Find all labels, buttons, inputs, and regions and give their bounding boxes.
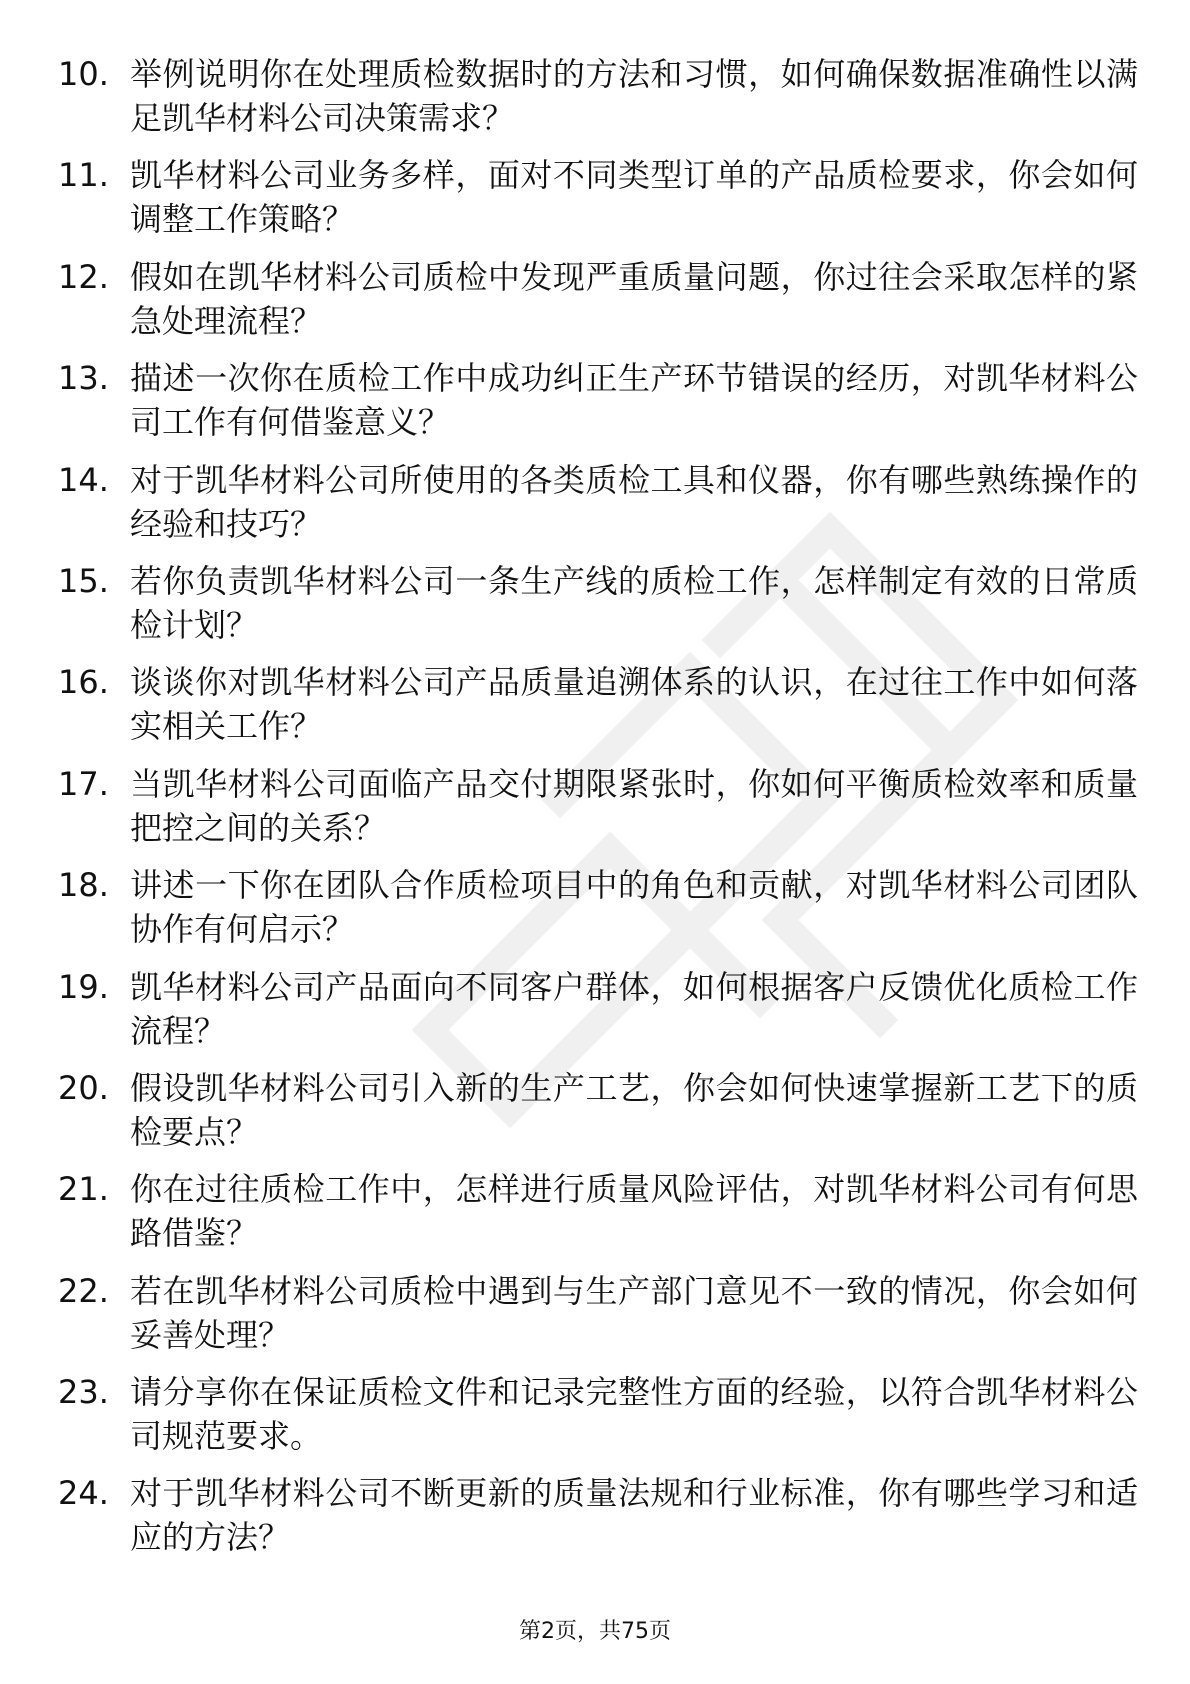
page-number-label: 第2页，共75页 [519, 1619, 671, 1644]
question-number: 21. [58, 1170, 109, 1209]
question-number: 18. [58, 866, 109, 905]
question-item [0, 965, 1190, 1066]
question-text: 讲述一下你在团队合作质检项目中的角色和贡献，对凯华材料公司团队协作有何启示？ [130, 866, 1138, 949]
question-number: 23. [58, 1373, 109, 1412]
question-item [0, 1471, 1190, 1572]
question-text: 你在过往质检工作中，怎样进行质量风险评估，对凯华材料公司有何思路借鉴？ [130, 1170, 1138, 1253]
question-item [0, 1269, 1190, 1370]
question-text: 当凯华材料公司面临产品交付期限紧张时，你如何平衡质检效率和质量把控之间的关系？ [130, 764, 1138, 847]
question-item [0, 660, 1190, 761]
question-number: 17. [58, 764, 109, 803]
question-text: 对于凯华材料公司不断更新的质量法规和行业标准，你有哪些学习和适应的方法？ [130, 1474, 1138, 1557]
question-text: 谈谈你对凯华材料公司产品质量追溯体系的认识，在过往工作中如何落实相关工作？ [130, 663, 1138, 746]
question-text: 假如在凯华材料公司质检中发现严重质量问题，你过往会采取怎样的紧急处理流程？ [130, 257, 1138, 340]
question-item [0, 153, 1190, 254]
question-item [0, 559, 1190, 660]
question-text: 假设凯华材料公司引入新的生产工艺，你会如何快速掌握新工艺下的质检要点？ [130, 1068, 1138, 1151]
question-number: 24. [58, 1474, 109, 1513]
question-number: 16. [58, 663, 109, 702]
page-footer [0, 1617, 1190, 1647]
question-item [0, 1167, 1190, 1268]
question-item [0, 762, 1190, 863]
question-text: 若你负责凯华材料公司一条生产线的质检工作，怎样制定有效的日常质检计划？ [130, 561, 1138, 644]
question-text: 对于凯华材料公司所使用的各类质检工具和仪器，你有哪些熟练操作的经验和技巧？ [130, 460, 1138, 543]
question-item [0, 52, 1190, 153]
question-text: 若在凯华材料公司质检中遇到与生产部门意见不一致的情况，你会如何妥善处理？ [130, 1271, 1138, 1354]
question-item [0, 356, 1190, 457]
question-list [0, 52, 1190, 1573]
question-text: 请分享你在保证质检文件和记录完整性方面的经验，以符合凯华材料公司规范要求。 [130, 1373, 1138, 1456]
question-text: 凯华材料公司业务多样，面对不同类型订单的产品质检要求，你会如何调整工作策略？ [130, 156, 1138, 239]
question-item [0, 1370, 1190, 1471]
question-text: 描述一次你在质检工作中成功纠正生产环节错误的经历，对凯华材料公司工作有何借鉴意义？ [130, 359, 1138, 442]
question-number: 11. [58, 156, 109, 195]
question-item [0, 863, 1190, 964]
question-number: 13. [58, 359, 109, 398]
question-item [0, 255, 1190, 356]
question-item [0, 458, 1190, 559]
question-number: 15. [58, 561, 109, 600]
question-number: 10. [58, 55, 109, 93]
question-text: 举例说明你在处理质检数据时的方法和习惯，如何确保数据准确性以满足凯华材料公司决策需求？ [130, 55, 1138, 137]
question-item [0, 1066, 1190, 1167]
question-number: 20. [58, 1068, 109, 1107]
question-number: 12. [58, 257, 109, 296]
question-number: 14. [58, 460, 109, 499]
question-text: 凯华材料公司产品面向不同客户群体，如何根据客户反馈优化质检工作流程？ [130, 967, 1138, 1050]
question-number: 22. [58, 1271, 109, 1310]
question-number: 19. [58, 967, 109, 1006]
